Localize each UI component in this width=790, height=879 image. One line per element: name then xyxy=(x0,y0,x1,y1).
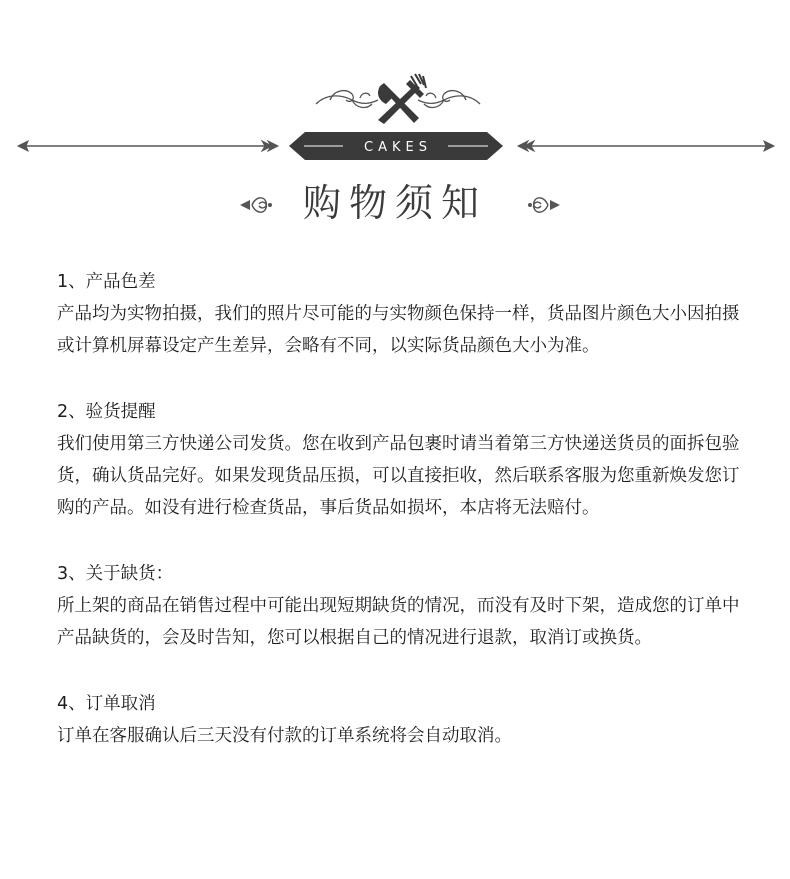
left-arrow-line xyxy=(18,141,278,151)
section-inspection-reminder xyxy=(57,396,747,524)
right-arrow-line xyxy=(518,141,774,151)
right-flourish xyxy=(418,91,480,108)
fork-knife-icon xyxy=(378,74,426,124)
section-body: 产品均为实物拍摄，我们的照片尽可能的与实物颜色保持一样，货品图片颜色大小因拍摄或计算机屏幕设定产生差异，会略有不同，以实际货品颜色大小为准。 xyxy=(57,304,740,356)
page-title: 购物须知 xyxy=(302,181,487,225)
section-body: 订单在客服确认后三天没有付款的订单系统将会自动取消。 xyxy=(57,726,512,746)
section-color-difference xyxy=(57,266,747,362)
section-order-cancellation xyxy=(57,688,747,752)
section-body: 我们使用第三方快递公司发货。您在收到产品包裹时请当着第三方快递送货员的面拆包验货，确认货品完好。如果发现货品压损，可以直接拒收，然后联系客服为您重新焕发您订购的产品。如没有进行检查货品，事后货品如损坏，本店将无法赔付。 xyxy=(57,434,740,518)
section-heading: 2、验货提醒 xyxy=(57,402,156,422)
section-out-of-stock xyxy=(57,558,747,654)
section-heading: 1、产品色差 xyxy=(57,272,156,292)
section-heading: 3、关于缺货： xyxy=(57,564,174,584)
left-flourish xyxy=(316,91,378,108)
notice-content xyxy=(57,266,747,786)
header-decoration xyxy=(0,0,790,240)
badge-label: CAKES xyxy=(364,140,432,155)
section-body: 所上架的商品在销售过程中可能出现短期缺货的情况，而没有及时下架，造成您的订单中产品缺货的，会及时告知，您可以根据自己的情况进行退款，取消订或换货。 xyxy=(57,596,740,648)
section-heading: 4、订单取消 xyxy=(57,694,156,714)
